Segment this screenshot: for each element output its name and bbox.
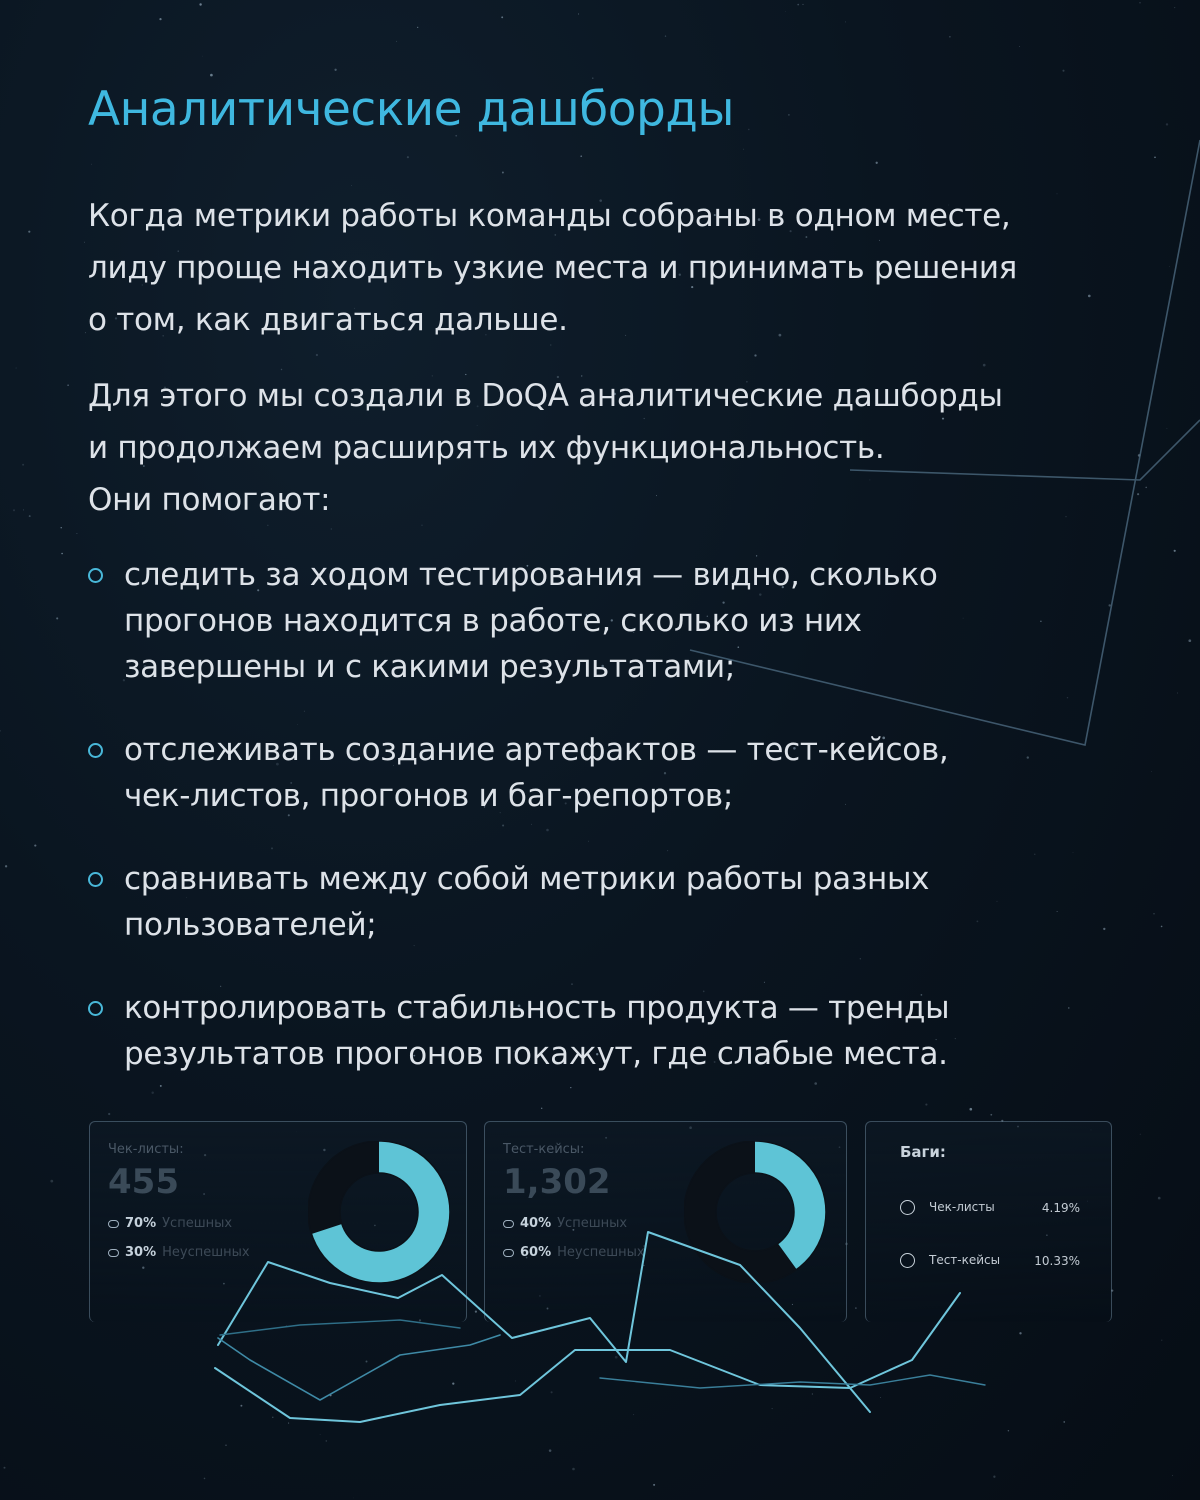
page-title: Аналитические дашборды bbox=[88, 82, 734, 137]
card-value: 455 bbox=[108, 1162, 179, 1202]
list-item-line: результатов прогонов покажут, где слабые места. bbox=[124, 1036, 948, 1072]
list-item-line: прогонов находится в работе, сколько из них bbox=[124, 603, 862, 639]
intro-line: и продолжаем расширять их функциональность. bbox=[88, 430, 885, 466]
bug-row-label: Чек-листы bbox=[929, 1200, 995, 1214]
list-item-line: сравнивать между собой метрики работы разных bbox=[124, 861, 930, 897]
list-item-line: контролировать стабильность продукта — тренды bbox=[124, 990, 950, 1026]
bugs-title: Баги: bbox=[900, 1143, 946, 1161]
stat-percent: 60% bbox=[520, 1245, 552, 1260]
intro-line: лиду проще находить узкие места и принимать решения bbox=[88, 250, 1018, 286]
intro-line: о том, как двигаться дальше. bbox=[88, 302, 568, 338]
bug-row-label: Тест-кейсы bbox=[929, 1253, 1001, 1267]
list-item-line: отслеживать создание артефактов — тест-кейсов, bbox=[124, 732, 949, 768]
card-label: Чек-листы: bbox=[108, 1142, 184, 1157]
card-value: 1,302 bbox=[503, 1162, 611, 1202]
list-item-line: пользователей; bbox=[124, 907, 377, 943]
stat-label: Успешных bbox=[162, 1216, 233, 1231]
intro-line: Они помогают: bbox=[88, 482, 331, 518]
list-item-line: завершены и с какими результатами; bbox=[124, 649, 735, 685]
bug-row-percent: 10.33% bbox=[1034, 1254, 1080, 1268]
card-label: Тест-кейсы: bbox=[503, 1142, 585, 1157]
stat-percent: 40% bbox=[520, 1216, 552, 1231]
intro-line: Когда метрики работы команды собраны в одном месте, bbox=[88, 198, 1011, 234]
stat-percent: 70% bbox=[125, 1216, 157, 1231]
list-item-line: чек-листов, прогонов и баг-репортов; bbox=[124, 778, 734, 814]
list-item-line: следить за ходом тестирования — видно, сколько bbox=[124, 557, 938, 593]
bug-row-percent: 4.19% bbox=[1041, 1201, 1080, 1215]
stat-percent: 30% bbox=[125, 1245, 157, 1260]
stat-label: Успешных bbox=[557, 1216, 628, 1231]
stat-label: Неуспешных bbox=[162, 1245, 250, 1260]
stat-label: Неуспешных bbox=[557, 1245, 645, 1260]
intro-line: Для этого мы создали в DoQA аналитические дашборды bbox=[88, 378, 1003, 414]
